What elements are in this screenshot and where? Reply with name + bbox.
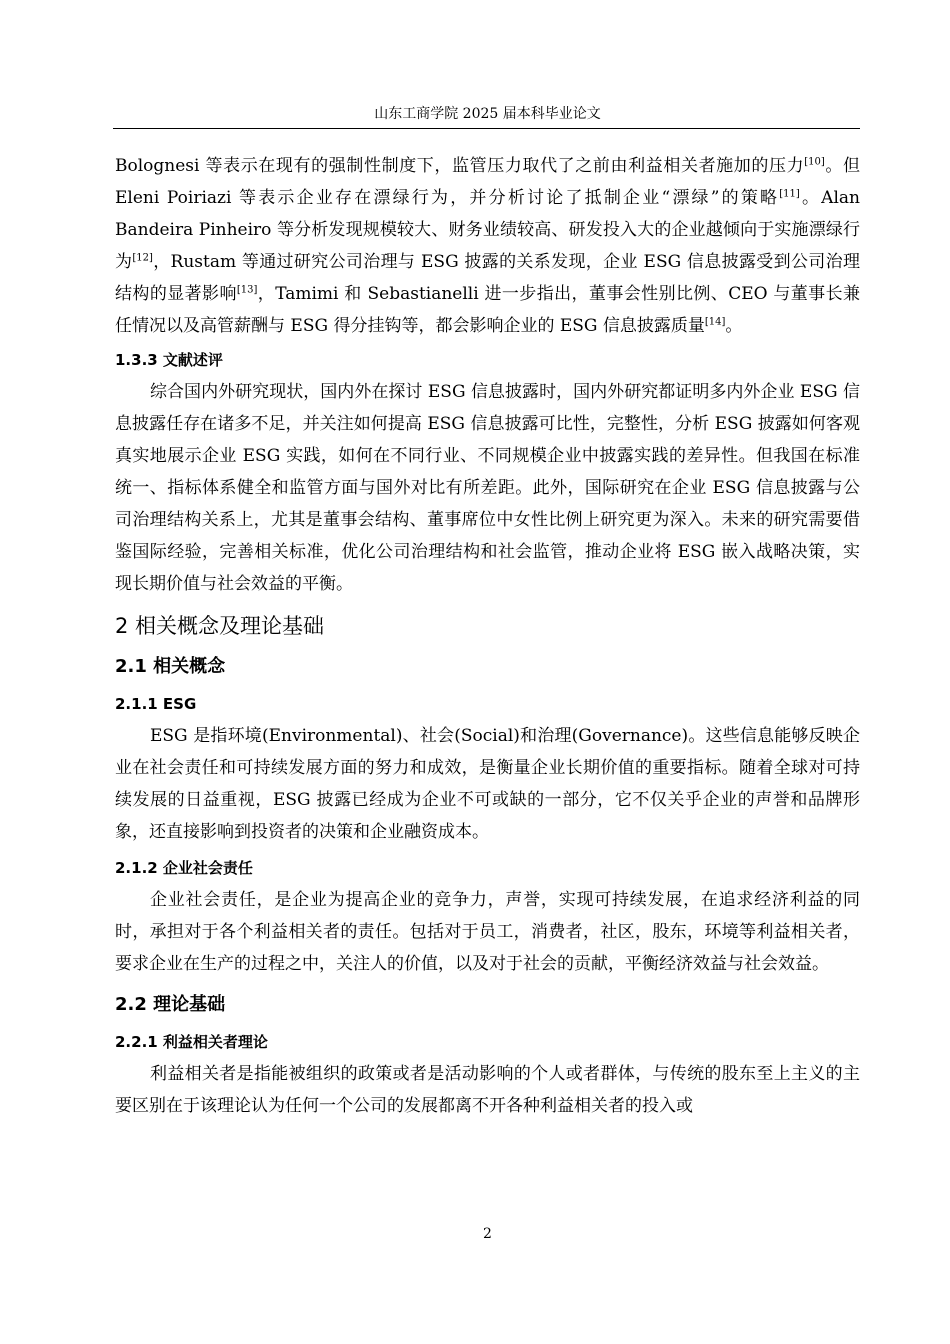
section-heading-2-1-2: 2.1.2 企业社会责任 bbox=[115, 859, 253, 877]
header-rule bbox=[113, 128, 860, 129]
citation-ref: [10] bbox=[804, 156, 825, 168]
paragraph-stakeholder-theory: 利益相关者是指能被组织的政策或者是活动影响的个人或者群体，与传统的股东至上主义的主要区别在于该理论认为任何一个公司的发展都离不开各种利益相关者的投入或 bbox=[115, 1064, 860, 1116]
section-heading-2-1-1: 2.1.1 ESG bbox=[115, 695, 197, 713]
page-body bbox=[115, 150, 860, 1122]
paragraph-literature-review: 综合国内外研究现状，国内外在探讨 ESG 信息披露时，国内外研究都证明多内外企业 ESG 信息披露任存在诸多不足，并关注如何提高 ESG 信息披露可比性，完整性，分析 ESG 披露如何客观真实地展示企业 ESG 实践，如何在不同行业、不同规模企业中披露实践的差异性。但我国在标准统一、指标体系健全和监管方面与国外对比有所差距。此外，国际研究在企业 ESG 信息披露与公司治理结构关系上，尤其是董事会结构、董事席位中女性比例上研究更为深入。未来的研究需要借鉴国际经验，完善相关标准，优化公司治理结构和社会监管，推动企业将 ESG 嵌入战略决策，实现长期价值与社会效益的平衡。 bbox=[115, 382, 860, 594]
page-number: 2 bbox=[483, 1226, 492, 1242]
running-header: 山东工商学院 2025 届本科毕业论文 bbox=[374, 106, 601, 122]
paragraph-esg-definition: ESG 是指环境(Environmental)、社会(Social)和治理(Governance)。这些信息能够反映企业在社会责任和可持续发展方面的努力和成效，是衡量企业长期价值的重要指标。随着全球对可持续发展的日益重视，ESG 披露已经成为企业不可或缺的一部分，它不仅关乎企业的声誉和品牌形象，还直接影响到投资者的决策和企业融资成本。 bbox=[115, 726, 860, 842]
section-heading-1-3-3: 1.3.3 文献述评 bbox=[115, 351, 223, 369]
section-heading-2-2-1: 2.2.1 利益相关者理论 bbox=[115, 1033, 268, 1051]
text-run: 。Alan Bandeira Pinheiro 等分析发现规模较大、财务业绩较高、研发投入大的企业越倾向于实施漂绿行为 bbox=[115, 188, 860, 272]
chapter-heading-2: 2 相关概念及理论基础 bbox=[115, 614, 325, 638]
section-heading-2-1: 2.1 相关概念 bbox=[115, 656, 226, 677]
citation-ref: [12] bbox=[132, 252, 153, 264]
text-run: ，Rustam 等通过研究公司治理与 ESG 披露的关系发现，企业 ESG 信息披露受到公司治理结构的显著影响 bbox=[115, 252, 860, 304]
text-run: ，Tamimi 和 Sebastianelli 进一步指出，董事会性别比例、CEO 与董事长兼任情况以及高管薪酬与 ESG 得分挂钩等，都会影响企业的 ESG 信息披露质量 bbox=[115, 284, 860, 336]
paragraph-csr-definition: 企业社会责任，是企业为提高企业的竞争力，声誉，实现可持续发展，在追求经济利益的同时，承担对于各个利益相关者的责任。包括对于员工，消费者，社区，股东，环境等利益相关者，要求企业在生产的过程之中，关注人的价值，以及对于社会的贡献，平衡经济效益与社会效益。 bbox=[115, 890, 860, 974]
citation-ref: [11] bbox=[779, 188, 800, 200]
text-run: Bolognesi 等表示在现有的强制性制度下，监管压力取代了之前由利益相关者施加的压力 bbox=[115, 156, 805, 176]
section-heading-2-2: 2.2 理论基础 bbox=[115, 994, 226, 1015]
text-run: 。 bbox=[725, 316, 743, 336]
citation-ref: [13] bbox=[236, 284, 258, 296]
text-run: 。但 Eleni Poiriazi 等表示企业存在漂绿行为，并分析讨论了抵制企业“漂绿”的策略 bbox=[115, 156, 861, 208]
citation-ref: [14] bbox=[704, 316, 726, 328]
paragraph-literature-foreign bbox=[115, 150, 860, 342]
